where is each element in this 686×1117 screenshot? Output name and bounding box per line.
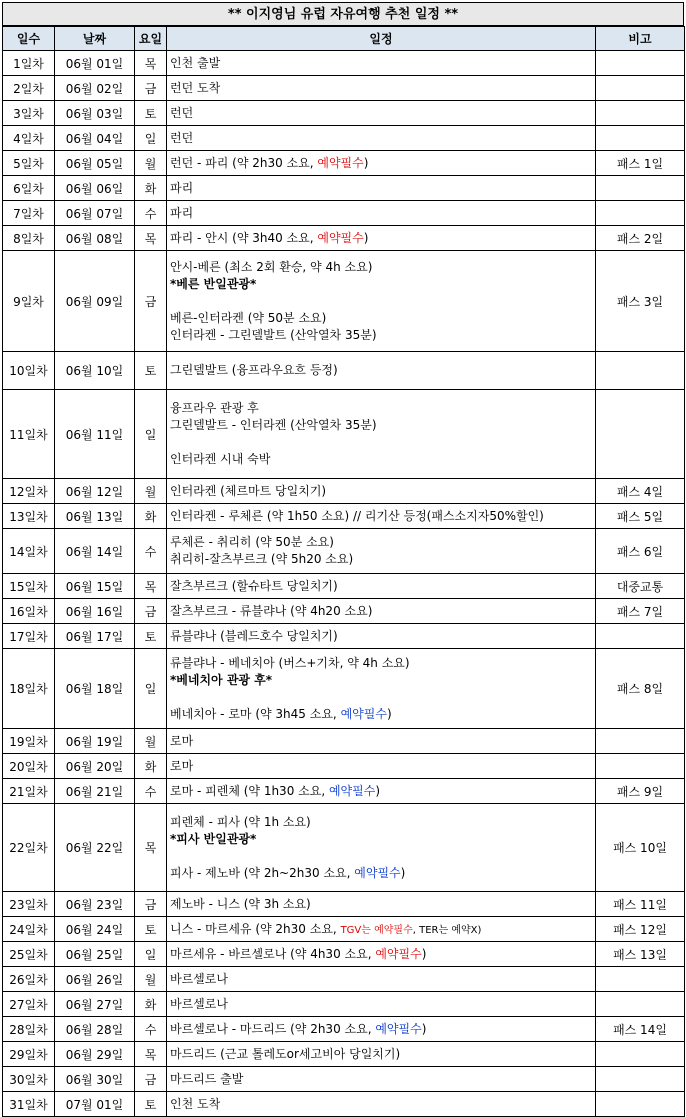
table-row: [3, 251, 685, 352]
itinerary-rows: [3, 51, 685, 1117]
date-cell[interactable]: 06월 15일: [55, 574, 135, 599]
date-cell[interactable]: 06월 17일: [55, 624, 135, 649]
note-cell[interactable]: [596, 76, 685, 101]
table-row: [3, 1042, 685, 1067]
sheet-title: ** 이지영님 유럽 자유여행 추천 일정 **: [2, 2, 684, 26]
note-cell[interactable]: 패스 12일: [596, 917, 685, 942]
date-cell[interactable]: 06월 27일: [55, 992, 135, 1017]
plan-text: ): [400, 865, 406, 880]
note-cell[interactable]: 패스 1일: [596, 151, 685, 176]
day-cell[interactable]: 11일차: [3, 390, 55, 479]
plan-text: 안시-베른 (최소 2회 환승, 약 4h 소요): [170, 259, 373, 274]
plan-line: [170, 1021, 595, 1038]
plan-cell[interactable]: [167, 1067, 596, 1092]
date-cell[interactable]: 06월 07일: [55, 201, 135, 226]
note-cell[interactable]: 패스 10일: [596, 804, 685, 892]
plan-line: [170, 814, 595, 831]
note-cell[interactable]: [596, 1042, 685, 1067]
date-cell[interactable]: 06월 06일: [55, 176, 135, 201]
sightseeing-highlight: *피사 반일관광*: [170, 831, 257, 846]
plan-cell[interactable]: [167, 101, 596, 126]
plan-cell[interactable]: [167, 76, 596, 101]
plan-text: ): [363, 230, 369, 245]
day-cell[interactable]: 19일차: [3, 729, 55, 754]
table-row: [3, 574, 685, 599]
plan-text: ): [421, 1021, 427, 1036]
day-cell[interactable]: 16일차: [3, 599, 55, 624]
note-cell[interactable]: 패스 5일: [596, 504, 685, 529]
table-row: [3, 126, 685, 151]
day-cell[interactable]: 18일차: [3, 649, 55, 729]
day-cell[interactable]: 21일차: [3, 779, 55, 804]
weekday-cell[interactable]: 수: [135, 529, 167, 574]
plan-text: 잘츠부르크 - 류블랴나 (약 4h20 소요): [170, 603, 373, 618]
table-row: [3, 529, 685, 574]
plan-cell[interactable]: [167, 390, 596, 479]
weekday-cell[interactable]: 금: [135, 251, 167, 352]
note-cell[interactable]: 패스 14일: [596, 1017, 685, 1042]
plan-line: [170, 327, 595, 344]
plan-text: 인터라켄 (체르마트 당일치기): [170, 483, 327, 498]
plan-line: [170, 180, 595, 197]
weekday-cell[interactable]: 수: [135, 201, 167, 226]
plan-text: 인터라켄 - 루체른 (약 1h50 소요) // 리기산 등정(패스소지자50%할인): [170, 508, 544, 523]
note-cell[interactable]: 패스 11일: [596, 892, 685, 917]
plan-text: 인천 도착: [170, 1096, 221, 1111]
plan-line: [170, 417, 595, 434]
table-row: [3, 1067, 685, 1092]
plan-cell[interactable]: [167, 599, 596, 624]
plan-cell[interactable]: [167, 729, 596, 754]
date-cell[interactable]: 06월 21일: [55, 779, 135, 804]
plan-text: 그린델발트 (융프라우요흐 등정): [170, 363, 338, 377]
plan-cell[interactable]: [167, 251, 596, 352]
day-cell[interactable]: 14일차: [3, 529, 55, 574]
note-cell[interactable]: 대중교통: [596, 574, 685, 599]
plan-cell[interactable]: [167, 226, 596, 251]
weekday-cell[interactable]: 금: [135, 892, 167, 917]
date-cell[interactable]: 06월 16일: [55, 599, 135, 624]
table-row: [3, 76, 685, 101]
note-cell[interactable]: 패스 9일: [596, 779, 685, 804]
table-row: [3, 804, 685, 892]
plan-text: 그린델발트 - 인터라켄 (산악열차 35분): [170, 418, 377, 432]
plan-text: 로마: [170, 758, 194, 773]
table-row: [3, 649, 685, 729]
plan-text: , TER는 예약X): [412, 924, 482, 936]
plan-line: [170, 205, 595, 222]
plan-line: [170, 831, 595, 848]
header-plan[interactable]: 일정: [167, 27, 596, 51]
table-row: [3, 101, 685, 126]
table-row: [3, 1092, 685, 1117]
plan-line: [170, 603, 595, 620]
date-cell[interactable]: 06월 08일: [55, 226, 135, 251]
weekday-cell[interactable]: 일: [135, 649, 167, 729]
note-cell[interactable]: 패스 13일: [596, 942, 685, 967]
note-cell[interactable]: [596, 1092, 685, 1117]
plan-text: 런던: [170, 130, 194, 145]
weekday-cell[interactable]: 목: [135, 226, 167, 251]
note-cell[interactable]: [596, 1067, 685, 1092]
table-row: [3, 729, 685, 754]
plan-cell[interactable]: [167, 201, 596, 226]
table-row: [3, 352, 685, 390]
note-cell[interactable]: [596, 729, 685, 754]
day-cell[interactable]: 25일차: [3, 942, 55, 967]
plan-line: [170, 534, 595, 551]
weekday-cell[interactable]: 월: [135, 967, 167, 992]
table-row: [3, 51, 685, 76]
header-weekday[interactable]: 요일: [135, 27, 167, 51]
date-cell[interactable]: 06월 03일: [55, 101, 135, 126]
day-cell[interactable]: 28일차: [3, 1017, 55, 1042]
table-row: [3, 992, 685, 1017]
table-row: [3, 967, 685, 992]
day-cell[interactable]: 23일차: [3, 892, 55, 917]
plan-text: 런던: [170, 105, 194, 120]
reservation-note-blue: 예약필수: [354, 865, 401, 880]
table-row: [3, 151, 685, 176]
date-cell[interactable]: 06월 01일: [55, 51, 135, 76]
plan-text: 런던 - 파리 (약 2h30 소요,: [170, 155, 318, 170]
plan-cell[interactable]: [167, 779, 596, 804]
date-cell[interactable]: 06월 30일: [55, 1067, 135, 1092]
date-cell[interactable]: 06월 10일: [55, 352, 135, 390]
day-cell[interactable]: 6일차: [3, 176, 55, 201]
date-cell[interactable]: 06월 05일: [55, 151, 135, 176]
plan-text: 마드리드 (근교 톨레도or세고비아 당일치기): [170, 1046, 401, 1061]
plan-blank-line: [170, 848, 595, 865]
plan-text: ): [363, 155, 369, 170]
weekday-cell[interactable]: 일: [135, 390, 167, 479]
plan-line: [170, 508, 595, 525]
note-cell[interactable]: [596, 126, 685, 151]
reservation-note-red: 예약필수: [317, 230, 364, 245]
plan-cell[interactable]: [167, 649, 596, 729]
plan-blank-line: [170, 293, 595, 310]
weekday-cell[interactable]: 일: [135, 942, 167, 967]
itinerary-table: [2, 26, 685, 1117]
plan-line: [170, 400, 595, 417]
day-cell[interactable]: 5일차: [3, 151, 55, 176]
plan-line: [170, 1046, 595, 1063]
day-cell[interactable]: 27일차: [3, 992, 55, 1017]
header-day[interactable]: 일수: [3, 27, 55, 51]
weekday-cell[interactable]: 토: [135, 917, 167, 942]
plan-text: 마르세유 - 바르셀로나 (약 4h30 소요,: [170, 946, 376, 961]
plan-text: 파리: [170, 205, 194, 220]
note-cell[interactable]: [596, 352, 685, 390]
plan-line: [170, 578, 595, 595]
note-cell[interactable]: [596, 754, 685, 779]
date-cell[interactable]: 06월 23일: [55, 892, 135, 917]
plan-text: 제노바 - 니스 (약 3h 소요): [170, 896, 311, 911]
plan-cell[interactable]: [167, 51, 596, 76]
table-row: [3, 599, 685, 624]
plan-line: [170, 310, 595, 327]
day-cell[interactable]: 24일차: [3, 917, 55, 942]
plan-text: ): [386, 706, 392, 721]
plan-line: [170, 105, 595, 122]
weekday-cell[interactable]: 화: [135, 992, 167, 1017]
plan-text: 바르셀로나: [170, 971, 228, 986]
plan-line: [170, 362, 595, 379]
day-cell[interactable]: 8일차: [3, 226, 55, 251]
day-cell[interactable]: 3일차: [3, 101, 55, 126]
reservation-note-blue: 예약필수: [328, 783, 376, 798]
plan-cell[interactable]: [167, 942, 596, 967]
plan-text: 베른-인터라켄 (약 50분 소요): [170, 310, 327, 325]
plan-line: [170, 758, 595, 775]
plan-line: [170, 672, 595, 689]
plan-text: 인터라켄 시내 숙박: [170, 452, 271, 466]
table-row: [3, 917, 685, 942]
weekday-cell[interactable]: 토: [135, 352, 167, 390]
weekday-cell[interactable]: 월: [135, 151, 167, 176]
note-cell[interactable]: 패스 4일: [596, 479, 685, 504]
day-cell[interactable]: 20일차: [3, 754, 55, 779]
plan-cell[interactable]: [167, 529, 596, 574]
table-row: [3, 1017, 685, 1042]
weekday-cell[interactable]: 목: [135, 51, 167, 76]
plan-text: ): [421, 946, 427, 961]
weekday-cell[interactable]: 금: [135, 1067, 167, 1092]
date-cell[interactable]: 06월 09일: [55, 251, 135, 352]
table-row: [3, 201, 685, 226]
plan-text: 마드리드 출발: [170, 1071, 244, 1086]
table-row: [3, 892, 685, 917]
header-row: [3, 27, 685, 51]
date-cell[interactable]: 06월 19일: [55, 729, 135, 754]
plan-cell[interactable]: [167, 967, 596, 992]
weekday-cell[interactable]: 목: [135, 1042, 167, 1067]
reservation-note-red: TGV는 예약필수: [340, 924, 413, 936]
note-cell[interactable]: [596, 176, 685, 201]
plan-line: [170, 155, 595, 172]
day-cell[interactable]: 26일차: [3, 967, 55, 992]
plan-cell[interactable]: [167, 352, 596, 390]
day-cell[interactable]: 9일차: [3, 251, 55, 352]
date-cell[interactable]: 06월 18일: [55, 649, 135, 729]
date-cell[interactable]: 06월 25일: [55, 942, 135, 967]
plan-cell[interactable]: [167, 151, 596, 176]
plan-cell[interactable]: [167, 917, 596, 942]
date-cell[interactable]: 06월 13일: [55, 504, 135, 529]
note-cell[interactable]: 패스 6일: [596, 529, 685, 574]
plan-line: [170, 733, 595, 750]
date-cell[interactable]: 06월 02일: [55, 76, 135, 101]
date-cell[interactable]: 06월 20일: [55, 754, 135, 779]
date-cell[interactable]: 06월 04일: [55, 126, 135, 151]
weekday-cell[interactable]: 목: [135, 574, 167, 599]
plan-line: [170, 551, 595, 568]
day-cell[interactable]: 12일차: [3, 479, 55, 504]
plan-line: [170, 971, 595, 988]
day-cell[interactable]: 30일차: [3, 1067, 55, 1092]
day-cell[interactable]: 29일차: [3, 1042, 55, 1067]
note-cell[interactable]: [596, 51, 685, 76]
plan-line: [170, 259, 595, 276]
date-cell[interactable]: 06월 28일: [55, 1017, 135, 1042]
note-cell[interactable]: [596, 390, 685, 479]
plan-text: 로마 - 피렌체 (약 1h30 소요,: [170, 783, 329, 798]
plan-text: 피사 - 제노바 (약 2h~2h30 소요,: [170, 865, 355, 880]
weekday-cell[interactable]: 금: [135, 76, 167, 101]
plan-line: [170, 996, 595, 1013]
day-cell[interactable]: 13일차: [3, 504, 55, 529]
weekday-cell[interactable]: 월: [135, 729, 167, 754]
plan-line: [170, 55, 595, 72]
plan-line: [170, 865, 595, 882]
plan-line: [170, 628, 595, 645]
plan-line: [170, 706, 595, 723]
note-cell[interactable]: 패스 3일: [596, 251, 685, 352]
plan-text: 파리: [170, 180, 194, 195]
reservation-note-blue: 예약필수: [375, 1021, 422, 1036]
itinerary-sheet: [2, 2, 684, 1117]
table-row: [3, 754, 685, 779]
day-cell[interactable]: 15일차: [3, 574, 55, 599]
day-cell[interactable]: 7일차: [3, 201, 55, 226]
header-note[interactable]: 비고: [596, 27, 685, 51]
plan-line: [170, 896, 595, 913]
plan-cell[interactable]: [167, 504, 596, 529]
day-cell[interactable]: 17일차: [3, 624, 55, 649]
weekday-cell[interactable]: 수: [135, 779, 167, 804]
table-row: [3, 942, 685, 967]
note-cell[interactable]: [596, 624, 685, 649]
weekday-cell[interactable]: 목: [135, 804, 167, 892]
plan-text: 피렌체 - 피사 (약 1h 소요): [170, 814, 311, 829]
day-cell[interactable]: 22일차: [3, 804, 55, 892]
plan-text: 로마: [170, 733, 194, 748]
date-cell[interactable]: 06월 14일: [55, 529, 135, 574]
plan-cell[interactable]: [167, 1042, 596, 1067]
plan-cell[interactable]: [167, 126, 596, 151]
date-cell[interactable]: 06월 29일: [55, 1042, 135, 1067]
day-cell[interactable]: 10일차: [3, 352, 55, 390]
plan-line: [170, 230, 595, 247]
table-row: [3, 176, 685, 201]
plan-cell[interactable]: [167, 624, 596, 649]
plan-text: 인터라켄 - 그린델발트 (산악열차 35분): [170, 327, 377, 342]
date-cell[interactable]: 06월 22일: [55, 804, 135, 892]
table-row: [3, 390, 685, 479]
plan-text: 바르셀로나 - 마드리드 (약 2h30 소요,: [170, 1021, 376, 1036]
weekday-cell[interactable]: 화: [135, 176, 167, 201]
plan-cell[interactable]: [167, 176, 596, 201]
weekday-cell[interactable]: 화: [135, 754, 167, 779]
plan-cell[interactable]: [167, 574, 596, 599]
table-row: [3, 479, 685, 504]
plan-cell[interactable]: [167, 1092, 596, 1117]
plan-blank-line: [170, 689, 595, 706]
plan-line: [170, 451, 595, 468]
plan-cell[interactable]: [167, 754, 596, 779]
plan-cell[interactable]: [167, 892, 596, 917]
plan-text: ): [375, 783, 381, 798]
table-row: [3, 504, 685, 529]
reservation-note-red: 예약필수: [375, 946, 422, 961]
table-row: [3, 779, 685, 804]
plan-line: [170, 655, 595, 672]
reservation-note-red: 예약필수: [317, 155, 364, 170]
note-cell[interactable]: [596, 201, 685, 226]
plan-line: [170, 483, 595, 500]
plan-line: [170, 80, 595, 97]
plan-text: 런던 도착: [170, 80, 221, 95]
weekday-cell[interactable]: 토: [135, 624, 167, 649]
note-cell[interactable]: [596, 101, 685, 126]
sightseeing-highlight: *베네치아 관광 후*: [170, 672, 273, 687]
plan-blank-line: [170, 434, 595, 451]
reservation-note-blue: 예약필수: [340, 706, 387, 721]
plan-cell[interactable]: [167, 992, 596, 1017]
plan-text: 류블랴나 (블레드호수 당일치기): [170, 628, 338, 643]
date-cell[interactable]: 07월 01일: [55, 1092, 135, 1117]
note-cell[interactable]: 패스 2일: [596, 226, 685, 251]
weekday-cell[interactable]: 월: [135, 479, 167, 504]
plan-text: 베네치아 - 로마 (약 3h45 소요,: [170, 706, 341, 721]
table-row: [3, 624, 685, 649]
weekday-cell[interactable]: 토: [135, 101, 167, 126]
note-cell[interactable]: [596, 992, 685, 1017]
day-cell[interactable]: 2일차: [3, 76, 55, 101]
plan-line: [170, 130, 595, 147]
plan-text: 류블랴나 - 베네치아 (버스+기차, 약 4h 소요): [170, 655, 410, 670]
day-cell[interactable]: 1일차: [3, 51, 55, 76]
plan-line: [170, 921, 595, 938]
date-cell[interactable]: 06월 26일: [55, 967, 135, 992]
weekday-cell[interactable]: 일: [135, 126, 167, 151]
note-cell[interactable]: [596, 967, 685, 992]
weekday-cell[interactable]: 수: [135, 1017, 167, 1042]
header-date[interactable]: 날짜: [55, 27, 135, 51]
plan-text: 잘츠부르크 (할슈타트 당일치기): [170, 578, 338, 593]
plan-line: [170, 946, 595, 963]
plan-cell[interactable]: [167, 479, 596, 504]
plan-line: [170, 276, 595, 293]
plan-text: 인천 출발: [170, 55, 221, 70]
plan-text: 루체른 - 취리히 (약 50분 소요): [170, 535, 334, 549]
date-cell[interactable]: 06월 11일: [55, 390, 135, 479]
plan-text: 취리히-잘츠부르크 (약 5h20 소요): [170, 552, 354, 566]
weekday-cell[interactable]: 토: [135, 1092, 167, 1117]
plan-cell[interactable]: [167, 1017, 596, 1042]
plan-line: [170, 783, 595, 800]
weekday-cell[interactable]: 금: [135, 599, 167, 624]
note-cell[interactable]: 패스 8일: [596, 649, 685, 729]
day-cell[interactable]: 4일차: [3, 126, 55, 151]
plan-line: [170, 1096, 595, 1113]
plan-text: 바르셀로나: [170, 996, 228, 1011]
day-cell[interactable]: 31일차: [3, 1092, 55, 1117]
plan-line: [170, 1071, 595, 1088]
plan-cell[interactable]: [167, 804, 596, 892]
date-cell[interactable]: 06월 12일: [55, 479, 135, 504]
plan-text: 융프라우 관광 후: [170, 401, 259, 415]
weekday-cell[interactable]: 화: [135, 504, 167, 529]
sightseeing-highlight: *베른 반일관광*: [170, 276, 257, 291]
date-cell[interactable]: 06월 24일: [55, 917, 135, 942]
table-row: [3, 226, 685, 251]
plan-text: 니스 - 마르세유 (약 2h30 소요,: [170, 921, 341, 936]
plan-text: 파리 - 안시 (약 3h40 소요,: [170, 230, 318, 245]
note-cell[interactable]: 패스 7일: [596, 599, 685, 624]
